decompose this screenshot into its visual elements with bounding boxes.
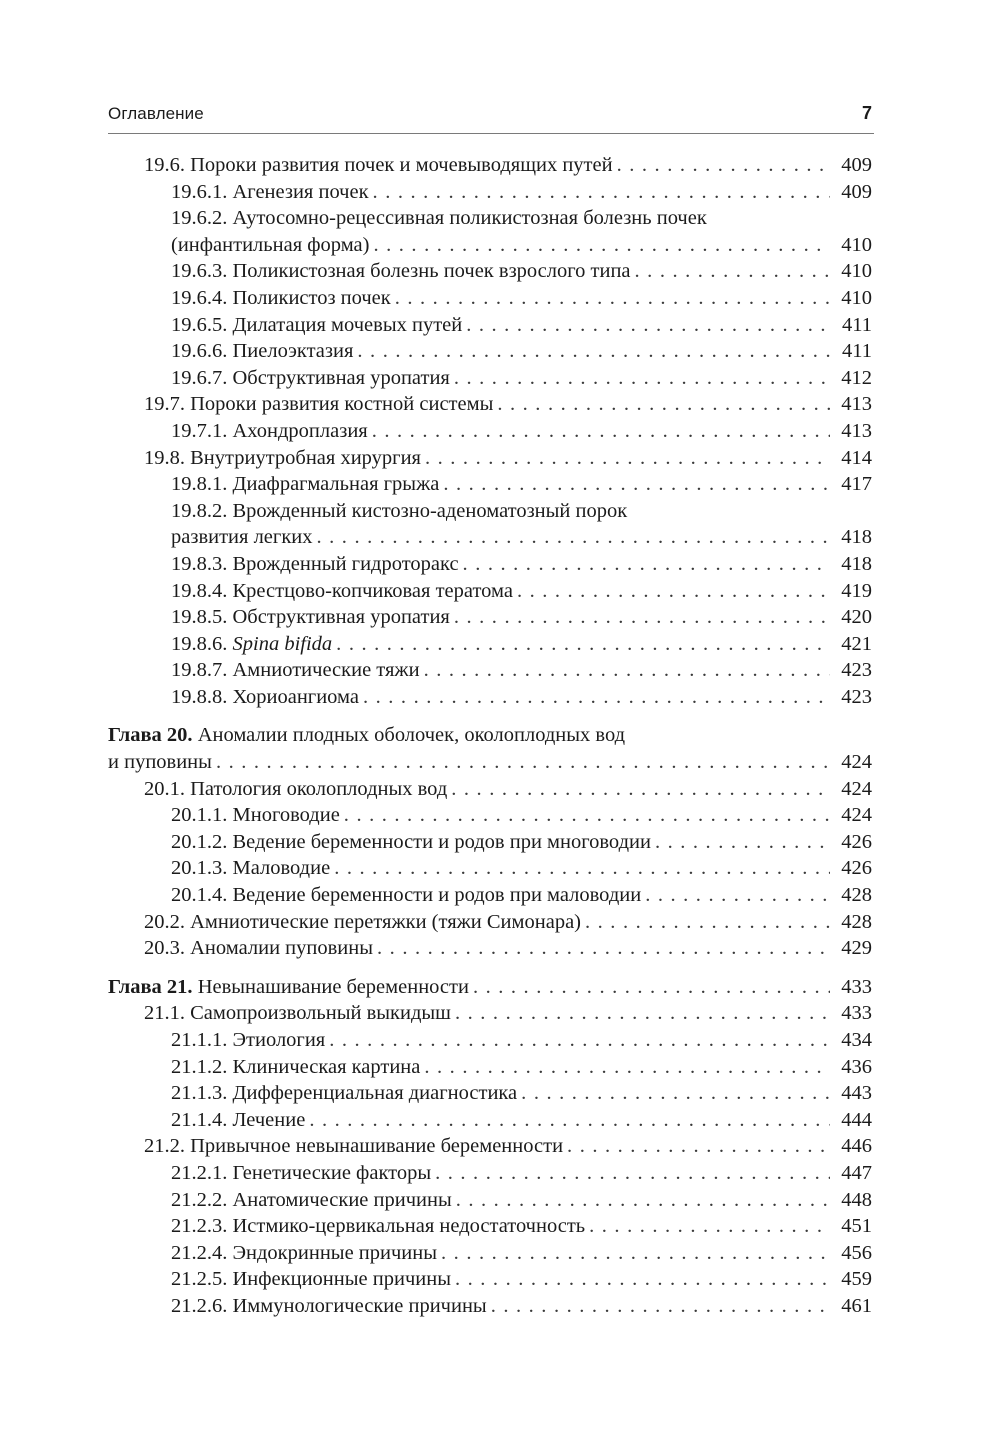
toc-entry-page: 410 xyxy=(841,260,872,283)
toc-entry-title: 19.6.1. Агенезия почек xyxy=(171,180,369,203)
toc-entry-page: 421 xyxy=(841,632,872,655)
toc-entry[interactable] xyxy=(108,935,872,962)
toc-entry-title: 21.1.2. Клиническая картина xyxy=(171,1055,421,1078)
dot-leader xyxy=(585,909,830,936)
dot-leader xyxy=(617,152,830,179)
toc-entry[interactable] xyxy=(108,365,872,392)
toc-entry[interactable] xyxy=(108,829,872,856)
toc-entry-page: 433 xyxy=(841,1002,872,1025)
toc-entry-title: 19.7. Пороки развития костной системы xyxy=(144,393,494,416)
dot-leader xyxy=(424,657,830,684)
toc-entry[interactable] xyxy=(108,152,872,179)
chapter-heading xyxy=(108,722,625,749)
toc-entry-page: 426 xyxy=(841,830,872,853)
dot-leader xyxy=(466,312,830,339)
toc-entry[interactable] xyxy=(108,909,872,936)
toc-entry-page: 433 xyxy=(841,975,872,998)
dot-leader xyxy=(455,1000,830,1027)
toc-entry-page: 413 xyxy=(841,393,872,416)
toc-entry-line1[interactable] xyxy=(108,498,872,525)
toc-entry[interactable] xyxy=(108,338,872,365)
dot-leader xyxy=(463,551,830,578)
header-page-number: 7 xyxy=(861,103,872,123)
dot-leader xyxy=(454,604,830,631)
toc-entry-title: 20.1.3. Маловодие xyxy=(171,857,331,880)
toc-entry-page: 436 xyxy=(841,1055,872,1078)
chapter-title-cont: и пуповины xyxy=(108,751,212,774)
toc-entry[interactable] xyxy=(108,776,872,803)
dot-leader xyxy=(456,1187,830,1214)
toc-entry-title: 19.6.3. Поликистозная болезнь почек взрослого типа xyxy=(171,260,631,283)
toc-entry-title: 19.8.1. Диафрагмальная грыжа xyxy=(171,473,440,496)
toc-entry-page: 414 xyxy=(841,446,872,469)
toc-entry-title: 20.1.1. Многоводие xyxy=(171,804,340,827)
toc-entry-line2[interactable] xyxy=(108,232,872,259)
toc-entry-title: 19.8.4. Крестцово-копчиковая тератома xyxy=(171,579,513,602)
toc-entry-page: 428 xyxy=(841,910,872,933)
dot-leader xyxy=(309,1107,830,1134)
toc-entry[interactable] xyxy=(108,1213,872,1240)
toc-entry-line1[interactable] xyxy=(108,205,872,232)
toc-entry-title: 19.8. Внутриутробная хирургия xyxy=(144,446,421,469)
dot-leader xyxy=(334,855,830,882)
toc-entry-page: 429 xyxy=(841,937,872,960)
toc-entry-title: 19.6.5. Дилатация мочевых путей xyxy=(171,313,463,336)
dot-leader xyxy=(589,1213,830,1240)
dot-leader xyxy=(363,684,830,711)
dot-leader xyxy=(454,365,830,392)
toc-entry[interactable] xyxy=(108,604,872,631)
dot-leader xyxy=(395,285,830,312)
toc-entry-title: 19.6. Пороки развития почек и мочевыводящих путей xyxy=(144,154,613,176)
chapter-title: Невынашивание беременности xyxy=(197,975,469,998)
toc-entry[interactable] xyxy=(108,1000,872,1027)
toc-entry-title: 21.1.3. Дифференциальная диагностика xyxy=(171,1082,518,1105)
toc-entry-title: 20.3. Аномалии пуповины xyxy=(144,937,374,960)
toc-entry-title: 21.2.1. Генетические факторы xyxy=(171,1161,432,1184)
dot-leader xyxy=(521,1080,830,1107)
dot-leader xyxy=(635,258,830,285)
dot-leader xyxy=(443,471,830,498)
chapter-title: Аномалии плодных оболочек, околоплодных вод xyxy=(197,724,626,747)
toc-entry[interactable] xyxy=(108,578,872,605)
toc-entry-title: 19.8.5. Обструктивная уропатия xyxy=(171,606,450,629)
toc-entry-page: 459 xyxy=(841,1268,872,1291)
toc-entry[interactable] xyxy=(108,1133,872,1160)
chapter-heading[interactable] xyxy=(108,974,872,1001)
toc-entry[interactable] xyxy=(108,882,872,909)
toc-entry[interactable] xyxy=(108,1054,872,1081)
dot-leader xyxy=(357,338,830,365)
toc-entry[interactable] xyxy=(108,471,872,498)
toc-entry-title: 19.8.8. Хориоангиома xyxy=(171,685,359,708)
toc-entry-page: 419 xyxy=(841,579,872,602)
toc-entry[interactable] xyxy=(108,855,872,882)
toc-entry-page: 444 xyxy=(841,1108,872,1131)
toc-entry[interactable] xyxy=(108,445,872,472)
toc-entry-title: 20.1.4. Ведение беременности и родов при маловодии xyxy=(171,884,642,907)
toc-entry-title: 20.1.2. Ведение беременности и родов при многоводии xyxy=(171,830,651,853)
toc-entry[interactable] xyxy=(108,802,872,829)
dot-leader xyxy=(425,445,830,472)
toc-entry[interactable] xyxy=(108,418,872,445)
dot-leader xyxy=(372,418,830,445)
toc-entry[interactable] xyxy=(108,1266,872,1293)
toc-entry-title-cont: развития легких xyxy=(171,526,313,549)
toc-entry-page: 448 xyxy=(841,1188,872,1211)
toc-entry-title: 21.1. Самопроизвольный выкидыш xyxy=(144,1002,451,1025)
toc-entry-page: 428 xyxy=(841,884,872,907)
toc-entry-page: 410 xyxy=(841,233,872,256)
toc-entry[interactable] xyxy=(108,684,872,711)
toc-entry[interactable] xyxy=(108,631,872,658)
dot-leader xyxy=(451,776,830,803)
running-header xyxy=(108,101,874,134)
toc-entry-page: 409 xyxy=(841,154,872,176)
toc-entry-title: 20.2. Амниотические перетяжки (тяжи Симонара) xyxy=(144,910,581,933)
toc-entry[interactable] xyxy=(108,1240,872,1267)
toc-entry-line2[interactable] xyxy=(108,524,872,551)
toc-entry-title: 21.2.4. Эндокринные причины xyxy=(171,1241,438,1264)
toc-entry[interactable] xyxy=(108,657,872,684)
toc-entry-page: 456 xyxy=(841,1241,872,1264)
toc-entry-title: 20.1. Патология околоплодных вод xyxy=(144,777,448,800)
toc-entry-page: 410 xyxy=(841,286,872,309)
toc-entry-page: 418 xyxy=(841,526,872,549)
dot-leader xyxy=(317,524,831,551)
toc-entry[interactable] xyxy=(108,391,872,418)
toc-entry-page: 451 xyxy=(841,1215,872,1238)
dot-leader xyxy=(329,1027,830,1054)
toc-entry[interactable] xyxy=(108,179,872,206)
dot-leader xyxy=(645,882,830,909)
toc-entry-title: 19.6.6. Пиелоэктазия xyxy=(171,340,354,363)
toc-entry-page: 424 xyxy=(841,804,872,827)
dot-leader xyxy=(491,1293,830,1320)
toc-entry-page: 426 xyxy=(841,857,872,880)
dot-leader xyxy=(377,935,830,962)
toc-entry-title: 21.2.5. Инфекционные причины xyxy=(171,1268,451,1291)
toc-entry-page: 434 xyxy=(841,1029,872,1051)
toc-entry[interactable] xyxy=(108,1107,872,1134)
table-of-contents xyxy=(108,152,872,1320)
toc-entry-title: 19.8.3. Врожденный гидроторакс xyxy=(171,552,459,575)
toc-entry-page: 420 xyxy=(841,606,872,629)
dot-leader xyxy=(424,1054,830,1081)
toc-entry-page: 411 xyxy=(842,340,872,363)
toc-entry-page: 424 xyxy=(841,751,872,774)
toc-entry-number: 19.8.6. xyxy=(171,632,228,655)
dot-leader xyxy=(517,578,830,605)
dot-leader xyxy=(373,232,830,259)
dot-leader xyxy=(344,802,830,829)
chapter-heading-line1[interactable] xyxy=(108,722,872,749)
toc-entry-page: 424 xyxy=(841,777,872,800)
toc-entry[interactable] xyxy=(108,1187,872,1214)
toc-entry-page: 409 xyxy=(841,180,872,203)
toc-entry-title: 21.2.6. Иммунологические причины xyxy=(171,1294,487,1317)
chapter-label: Глава 21. xyxy=(108,975,193,998)
chapter-heading-line2[interactable] xyxy=(108,749,872,776)
dot-leader xyxy=(655,829,830,856)
dot-leader xyxy=(497,391,830,418)
toc-entry-title: 19.8.7. Амниотические тяжи xyxy=(171,659,420,682)
toc-entry-page: 423 xyxy=(841,685,872,708)
dot-leader xyxy=(441,1240,830,1267)
toc-entry[interactable] xyxy=(108,258,872,285)
toc-entry[interactable] xyxy=(108,1027,872,1054)
toc-entry-page: 412 xyxy=(841,366,872,389)
dot-leader xyxy=(473,974,830,1001)
toc-entry-title: 21.2.2. Анатомические причины xyxy=(171,1188,452,1211)
toc-entry[interactable] xyxy=(108,1293,872,1320)
toc-entry-title xyxy=(171,631,332,658)
toc-entry[interactable] xyxy=(108,1160,872,1187)
toc-entry-title: 19.6.7. Обструктивная уропатия xyxy=(171,366,450,389)
dot-leader xyxy=(455,1266,830,1293)
toc-entry-title: 21.2.3. Истмико-цервикальная недостаточность xyxy=(171,1215,586,1238)
chapter-label: Глава 20. xyxy=(108,724,193,747)
toc-entry-title-cont: (инфантильная форма) xyxy=(171,233,370,256)
dot-leader xyxy=(435,1160,830,1187)
toc-entry-page: 423 xyxy=(841,659,872,682)
toc-entry[interactable] xyxy=(108,551,872,578)
toc-entry-page: 418 xyxy=(841,552,872,575)
toc-entry-page: 443 xyxy=(841,1082,872,1105)
toc-entry-title: 21.2. Привычное невынашивание беременности xyxy=(144,1135,564,1158)
toc-entry-page: 417 xyxy=(841,473,872,496)
toc-entry-page: 446 xyxy=(841,1135,872,1158)
toc-entry[interactable] xyxy=(108,1080,872,1107)
toc-entry[interactable] xyxy=(108,312,872,339)
toc-entry-page: 413 xyxy=(841,419,872,442)
dot-leader xyxy=(373,179,830,206)
toc-entry-italic-title: Spina bifida xyxy=(232,632,333,655)
toc-entry-title: 21.1.4. Лечение xyxy=(171,1108,306,1131)
dot-leader xyxy=(216,749,830,776)
toc-entry-title: 19.8.2. Врожденный кистозно-аденоматозный порок xyxy=(171,499,628,522)
toc-entry-page: 447 xyxy=(841,1161,872,1184)
toc-entry-title: 19.6.2. Аутосомно-рецессивная поликистозная болезнь почек xyxy=(171,207,707,230)
toc-entry[interactable] xyxy=(108,285,872,312)
toc-entry-title: 21.1.1. Этиология xyxy=(171,1029,326,1051)
dot-leader xyxy=(336,631,830,658)
chapter-heading-text xyxy=(108,974,469,1001)
header-title: Оглавление xyxy=(108,104,204,123)
toc-entry-page: 411 xyxy=(842,313,872,336)
toc-entry-page: 461 xyxy=(841,1294,872,1317)
dot-leader xyxy=(567,1133,830,1160)
toc-entry-title: 19.6.4. Поликистоз почек xyxy=(171,286,391,309)
toc-entry-title: 19.7.1. Ахондроплазия xyxy=(171,419,368,442)
